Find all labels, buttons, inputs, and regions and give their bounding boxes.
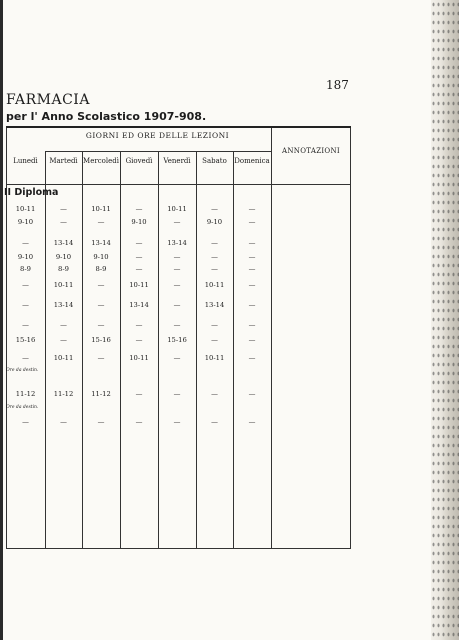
table-cell: — — [211, 239, 218, 247]
table-cell: — — [248, 218, 256, 226]
column-header: Domenica — [234, 157, 270, 165]
table-cell: — — [248, 390, 256, 398]
table-cell: 15-16 — [15, 336, 36, 344]
table-cell: 10-11 — [129, 281, 149, 289]
table-cell: — — [248, 354, 256, 362]
table-cell: — — [211, 321, 218, 329]
table-cell: — — [22, 301, 29, 309]
table-cell: 9-10 — [55, 253, 72, 261]
table-cell: — — [22, 239, 29, 247]
table-cell: 13-14 — [204, 301, 225, 309]
section-label: II Diploma — [4, 187, 59, 198]
table-cell: — — [173, 418, 181, 426]
table-cell: — — [135, 418, 143, 426]
table-cell: — — [173, 253, 181, 261]
table-cell: 10-11 — [53, 354, 74, 362]
table-cell: — — [173, 218, 181, 226]
table-cell: — — [60, 205, 67, 213]
table-cell: — — [211, 205, 218, 213]
table-cell: 8-9 — [95, 265, 107, 273]
table-cell: — — [211, 253, 218, 261]
table-cell: 10-11 — [129, 354, 149, 362]
page-number: 187 — [326, 78, 349, 92]
table-cell: — — [60, 336, 67, 344]
table-cell: — — [135, 390, 143, 398]
table-cell: — — [211, 336, 218, 344]
table-cell: — — [97, 218, 105, 226]
table-cell: 10-11 — [204, 354, 225, 362]
table-cell: — — [173, 265, 181, 273]
table-cell: — — [173, 390, 181, 398]
table-cell: — — [135, 239, 143, 247]
table-cell: — — [60, 321, 67, 329]
table-cell: — — [22, 354, 29, 362]
column-header: Mercoledì — [83, 157, 119, 165]
table-right-rule — [350, 128, 351, 548]
table-cell: — — [248, 418, 256, 426]
table-cell: — — [97, 354, 105, 362]
table-cell: — — [248, 336, 256, 344]
table-cell: — — [60, 418, 67, 426]
table-cell: 10-11 — [204, 281, 225, 289]
table-cell: — — [22, 321, 29, 329]
column-header: Giovedì — [125, 157, 153, 165]
note-text: Ore da destin. — [6, 368, 39, 373]
table-cell: — — [248, 301, 256, 309]
table-cell: — — [97, 418, 105, 426]
table-cell: — — [248, 205, 256, 213]
table-cell: — — [248, 253, 256, 261]
table-cell: 13-14 — [53, 301, 74, 309]
table-cell: 11-12 — [53, 390, 74, 398]
page-edge — [0, 0, 3, 640]
table-cell: 13-14 — [91, 239, 111, 247]
table-cell: — — [248, 239, 256, 247]
table-cell: 8-9 — [20, 265, 31, 273]
table-cell: — — [173, 321, 181, 329]
table-cell: 9-10 — [206, 218, 223, 226]
table-cell: — — [211, 265, 218, 273]
table-cell: — — [248, 321, 256, 329]
note-text: Ore da destin. — [6, 405, 39, 410]
table-cell: — — [211, 418, 218, 426]
table-cell: — — [135, 205, 143, 213]
table-bottom-rule — [6, 548, 351, 549]
table-cell: — — [97, 281, 105, 289]
table-cell: — — [97, 301, 105, 309]
table-cell: 9-10 — [93, 253, 109, 261]
table-cell: 13-14 — [53, 239, 74, 247]
table-cell: 9-10 — [17, 218, 34, 226]
table-cell: 10-11 — [53, 281, 74, 289]
table-cell: 13-14 — [129, 301, 149, 309]
table-top-rule — [6, 126, 351, 128]
column-header: Martedì — [49, 157, 78, 165]
table-cell: 11-12 — [15, 390, 36, 398]
table-cell: 15-16 — [91, 336, 111, 344]
column-header: Sabato — [202, 157, 227, 165]
header-bottom-rule — [6, 184, 351, 185]
table-cell: — — [135, 265, 143, 273]
group-header: GIORNI ED ORE DELLE LEZIONI — [85, 131, 230, 140]
table-cell: — — [22, 418, 29, 426]
table-cell: — — [22, 281, 29, 289]
page-title: FARMACIA — [6, 92, 90, 108]
table-cell: — — [173, 281, 181, 289]
column-header: Lunedì — [13, 157, 38, 165]
table-cell: — — [135, 253, 143, 261]
page-subtitle: per l' Anno Scolastico 1907-908. — [6, 110, 207, 123]
table-cell: 10-11 — [167, 205, 187, 213]
table-cell: — — [135, 336, 143, 344]
table-cell: 9-10 — [17, 253, 34, 261]
column-rule — [271, 128, 272, 548]
table-cell: — — [60, 218, 67, 226]
table-cell: 10-11 — [15, 205, 36, 213]
table-cell: 8-9 — [58, 265, 69, 273]
table-cell: — — [97, 321, 105, 329]
table-cell: 9-10 — [131, 218, 147, 226]
table-cell: 10-11 — [91, 205, 111, 213]
table-cell: 13-14 — [167, 239, 187, 247]
table-cell: 11-12 — [91, 390, 111, 398]
table-cell: 15-16 — [167, 336, 187, 344]
notes-header: ANNOTAZIONI — [282, 147, 340, 155]
table-cell: — — [173, 354, 181, 362]
table-cell: — — [248, 265, 256, 273]
table-cell: — — [211, 390, 218, 398]
table-cell: — — [135, 321, 143, 329]
scanned-binding-margin — [431, 0, 459, 640]
column-header: Venerdì — [163, 157, 191, 165]
table-cell: — — [173, 301, 181, 309]
table-cell: — — [248, 281, 256, 289]
